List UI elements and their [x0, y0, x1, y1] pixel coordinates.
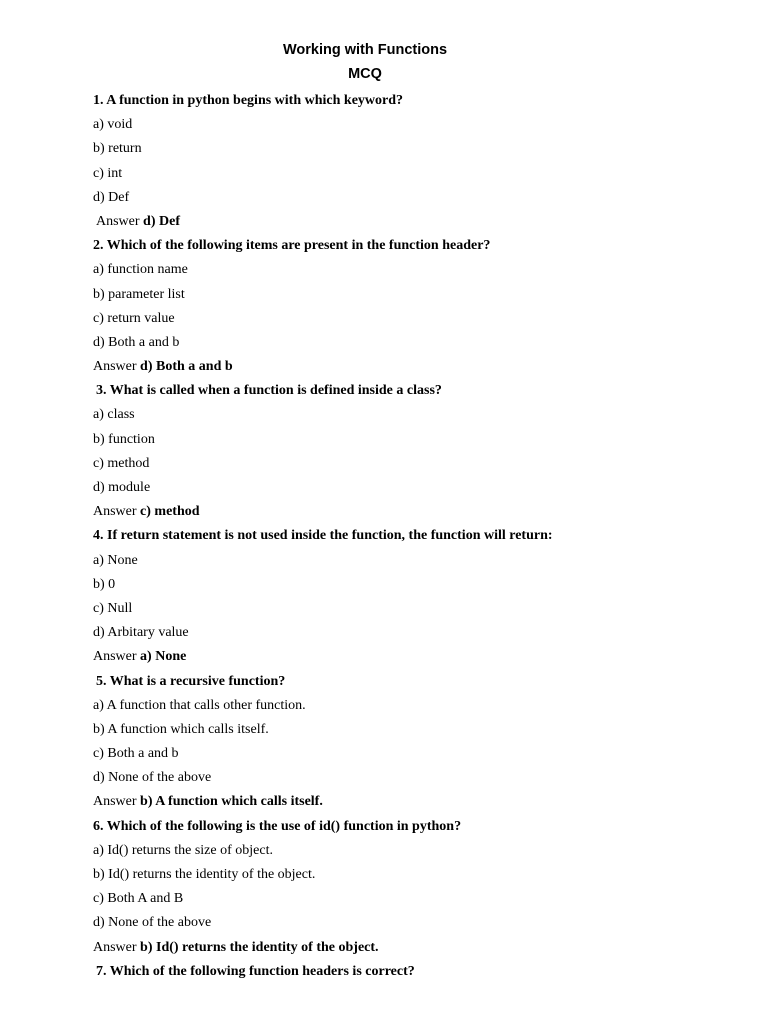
option-1a: a) void [93, 117, 133, 133]
option-3d: d) module [93, 480, 151, 495]
question-2: 2. Which of the following items are present in the function header? [93, 238, 491, 254]
question-1: 1. A function in python begins with which keyword? [93, 93, 404, 108]
option-3a: a) class [93, 407, 135, 423]
answer-value: c) method [140, 504, 200, 520]
answer-value: a) None [140, 649, 187, 665]
question-6: 6. Which of the following is the use of id() function in python? [93, 818, 462, 834]
answer-4 [93, 647, 753, 671]
option-2d: d) Both a and b [93, 334, 180, 350]
document-title: Working with Functions [282, 42, 448, 58]
option-1b: b) return [93, 141, 142, 157]
document-subtitle: MCQ [348, 66, 382, 82]
mcq-list [93, 91, 753, 986]
option-5d: d) None of the above [93, 770, 212, 786]
answer-value: d) Both a and b [140, 359, 233, 375]
option-6a: a) Id() returns the size of object. [93, 842, 273, 858]
answer-value: d) Def [143, 213, 180, 229]
option-6d: d) None of the above [93, 915, 212, 931]
option-3c: c) method [93, 455, 150, 471]
option-3b: b) function [93, 431, 155, 447]
option-4b: b) 0 [93, 576, 116, 592]
option-2a: a) function name [93, 262, 188, 278]
answer-label: Answer [93, 939, 137, 955]
option-5b: b) A function which calls itself. [93, 721, 269, 737]
option-6c: c) Both A and B [93, 891, 184, 907]
answer-label: Answer [93, 649, 137, 665]
question-4: 4. If return statement is not used inside the function, the function will return: [93, 528, 553, 544]
question-5: 5. What is a recursive function? [96, 673, 286, 689]
option-6b: b) Id() returns the identity of the object. [93, 867, 316, 882]
option-4d: d) Arbitary value [93, 625, 189, 641]
answer-2 [93, 357, 753, 381]
option-4c: c) Null [93, 600, 133, 616]
answer-6 [93, 938, 753, 962]
option-1d: d) Def [93, 189, 130, 205]
option-2b: b) parameter list [93, 286, 185, 302]
option-1c: c) int [93, 165, 123, 181]
option-5a: a) A function that calls other function. [93, 697, 306, 713]
answer-label: Answer [93, 504, 137, 520]
answer-value: b) Id() returns the identity of the object. [140, 939, 379, 955]
question-3: 3. What is called when a function is defined inside a class? [96, 383, 442, 399]
answer-value: b) A function which calls itself. [140, 794, 323, 810]
answer-label: Answer [93, 794, 137, 810]
answer-label: Answer [93, 359, 137, 375]
option-4a: a) None [93, 552, 138, 568]
answer-3 [93, 502, 753, 526]
question-7: 7. Which of the following function headers is correct? [96, 963, 415, 979]
answer-1 [93, 212, 753, 236]
answer-5 [93, 792, 753, 816]
answer-label: Answer [96, 213, 140, 229]
option-5c: c) Both a and b [93, 746, 179, 762]
option-2c: c) return value [93, 310, 175, 326]
